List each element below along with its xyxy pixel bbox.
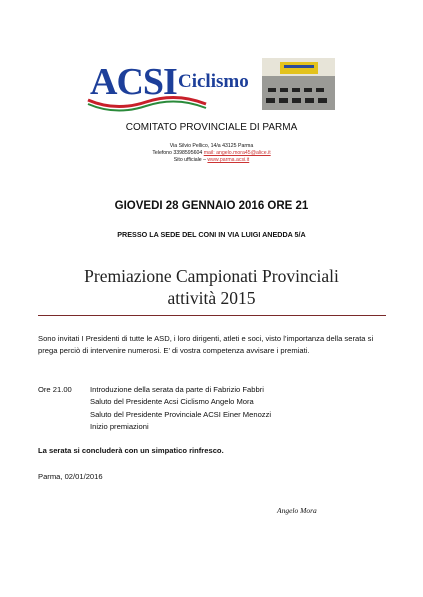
place-date: Parma, 02/01/2016 [38, 472, 103, 481]
ciclismo-logo-text: Ciclismo [178, 71, 249, 92]
program-item: Saluto del Presidente Acsi Ciclismo Angelo Mora [90, 397, 254, 406]
contact-line [0, 150, 423, 156]
closing-note: La serata si concluderà con un simpatico rinfresco. [38, 446, 224, 455]
program-item: Saluto del Presidente Provinciale ACSI Einer Menozzi [90, 410, 272, 419]
divider [38, 315, 386, 316]
website-line [0, 157, 423, 163]
program-time: Ore 21.00 [38, 385, 72, 394]
program-item: Inizio premiazioni [90, 422, 149, 431]
address: Via Silvio Pellico, 14/a 43125 Parma [169, 143, 254, 149]
event-title-line1: Premiazione Campionati Provinciali [84, 266, 339, 286]
event-datetime: GIOVEDI 28 GENNAIO 2016 ORE 21 [114, 200, 309, 212]
event-title [0, 265, 423, 309]
phone: Telefono 3398595604 [152, 150, 204, 156]
email-link[interactable]: mail: angelo.mora45@alice.it [203, 150, 271, 156]
program-item: Introduzione della serata da parte di Fabrizio Fabbri [90, 385, 264, 394]
event-room-photo [262, 58, 335, 110]
acsi-logo-text: ACSI [90, 61, 177, 103]
committee-name: COMITATO PROVINCIALE DI PARMA [125, 122, 298, 133]
invitation-text: Sono invitati I Presidenti di tutte le ASD, i loro dirigenti, atleti e soci, visto l’importanza della serata si prega perciò di intervenire numerosi. E’ di vostra competenza avvisare i premiati. [38, 334, 374, 355]
event-title-line2: attività 2015 [167, 288, 256, 308]
website-label: Sito ufficiale – [173, 157, 208, 163]
signature: Angelo Mora [277, 506, 317, 515]
event-location: PRESSO LA SEDE DEL CONI IN VIA LUIGI ANEDDA 5/A [117, 230, 306, 239]
website-link[interactable]: www.parma.acsi.it [207, 157, 250, 163]
